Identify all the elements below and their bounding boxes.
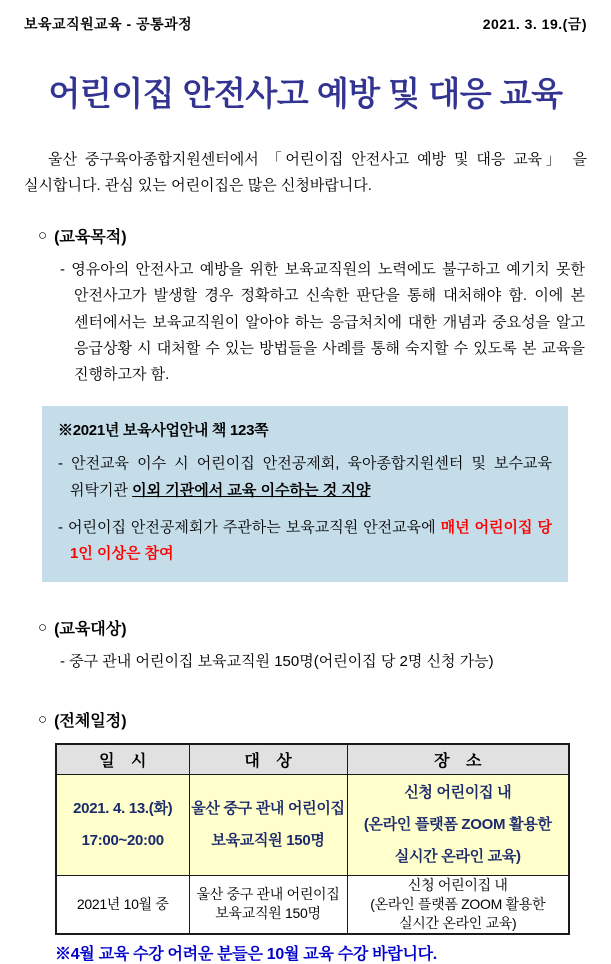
- intro-paragraph: 울산 중구육아종합지원센터에서 「어린이집 안전사고 예방 및 대응 교육」 을 실시합니다. 관심 있는 어린이집은 많은 신청바랍니다.: [24, 151, 587, 194]
- section-target-label: (교육대상): [54, 621, 127, 639]
- notice-item-2-text: - 어린이집 안전공제회가 주관하는 보육교직원 안전교육에: [58, 518, 441, 536]
- table-row-april: [56, 775, 569, 876]
- notice-item-2: [58, 515, 552, 568]
- place-line: 실시간 온라인 교육): [399, 914, 517, 931]
- col-header-place: 장 소: [347, 744, 569, 775]
- place-line: (온라인 플랫폼 ZOOM 활용한: [370, 895, 546, 912]
- purpose-body: - 영유아의 안전사고 예방을 위한 보육교직원의 노력에도 불구하고 예기치 못한 안전사고가 발생할 경우 정확하고 신속한 판단을 통해 대처해야 함. 이에 본 센터에서는 보육교직원이 알아야 하는 응급처치에 대한 개념과 중요성을 알고 응급상황 시 대처할 수 있는 방법들을 사례를 통해 숙지할 수 있도록 본 교육을 진행하고자 함.: [60, 261, 585, 383]
- table-header-row: [56, 744, 569, 775]
- cell-datetime: [56, 775, 189, 876]
- header-date: 2021. 3. 19.(금): [482, 16, 587, 32]
- target-body: - 중구 관내 어린이집 보육교직원 150명(어린이집 당 2명 신청 가능): [60, 653, 494, 671]
- cell-place: [347, 876, 569, 934]
- circle-bullet-icon: ○: [38, 227, 48, 244]
- place-line: 신청 어린이집 내: [407, 877, 508, 893]
- col-header-audience: 대 상: [189, 744, 347, 775]
- schedule-footnote: ※4월 교육 수강 어려운 분들은 10월 교육 수강 바랍니다.: [55, 945, 437, 963]
- place-line: 실시간 온라인 교육): [394, 848, 521, 866]
- table-row-october: [56, 876, 569, 934]
- col-header-datetime: 일 시: [56, 744, 189, 775]
- audience-line: 울산 중구 관내 어린이집: [191, 799, 345, 817]
- cell-audience: [189, 876, 347, 934]
- cell-datetime: [56, 876, 189, 934]
- section-heading-purpose: [38, 224, 587, 247]
- audience-line: 울산 중구 관내 어린이집: [196, 886, 340, 903]
- cell-place: [347, 775, 569, 876]
- notice-item-2-emphasis: 매년 어린이집 당 1인 이상은 참여: [70, 518, 552, 562]
- page-title: 어린이집 안전사고 예방 및 대응 교육: [48, 75, 563, 112]
- section-heading-target: [38, 616, 587, 639]
- notice-box: [42, 406, 568, 582]
- notice-item-1-emphasis: 이외 기관에서 교육 이수하는 것 지양: [132, 481, 371, 499]
- audience-line: 보육교직원 150명: [215, 905, 321, 922]
- datetime-line: 2021. 4. 13.(화): [73, 799, 173, 817]
- place-line: (온라인 플랫폼 ZOOM 활용한: [363, 815, 552, 833]
- audience-line: 보육교직원 150명: [211, 832, 325, 849]
- notice-item-1-text: - 안전교육 이수 시 어린이집 안전공제회, 육아종합지원센터 및 보수교육 위탁기관: [58, 455, 552, 499]
- notice-heading: ※2021년 보육사업안내 책 123쪽: [58, 422, 269, 440]
- section-heading-schedule: [38, 708, 587, 731]
- circle-bullet-icon: ○: [38, 619, 48, 637]
- cell-audience: [189, 775, 347, 876]
- section-purpose-label: (교육목적): [54, 229, 127, 246]
- schedule-table: [55, 743, 570, 935]
- circle-bullet-icon: ○: [38, 710, 48, 728]
- document-header: [24, 14, 587, 34]
- header-course-type: 보육교직원교육 - 공통과정: [24, 16, 193, 32]
- place-line: 신청 어린이집 내: [404, 783, 512, 801]
- notice-item-1: [58, 451, 552, 504]
- datetime-line: 17:00~20:00: [81, 832, 164, 849]
- datetime-line: 2021년 10월 중: [76, 895, 169, 912]
- section-schedule-label: (전체일정): [54, 712, 127, 730]
